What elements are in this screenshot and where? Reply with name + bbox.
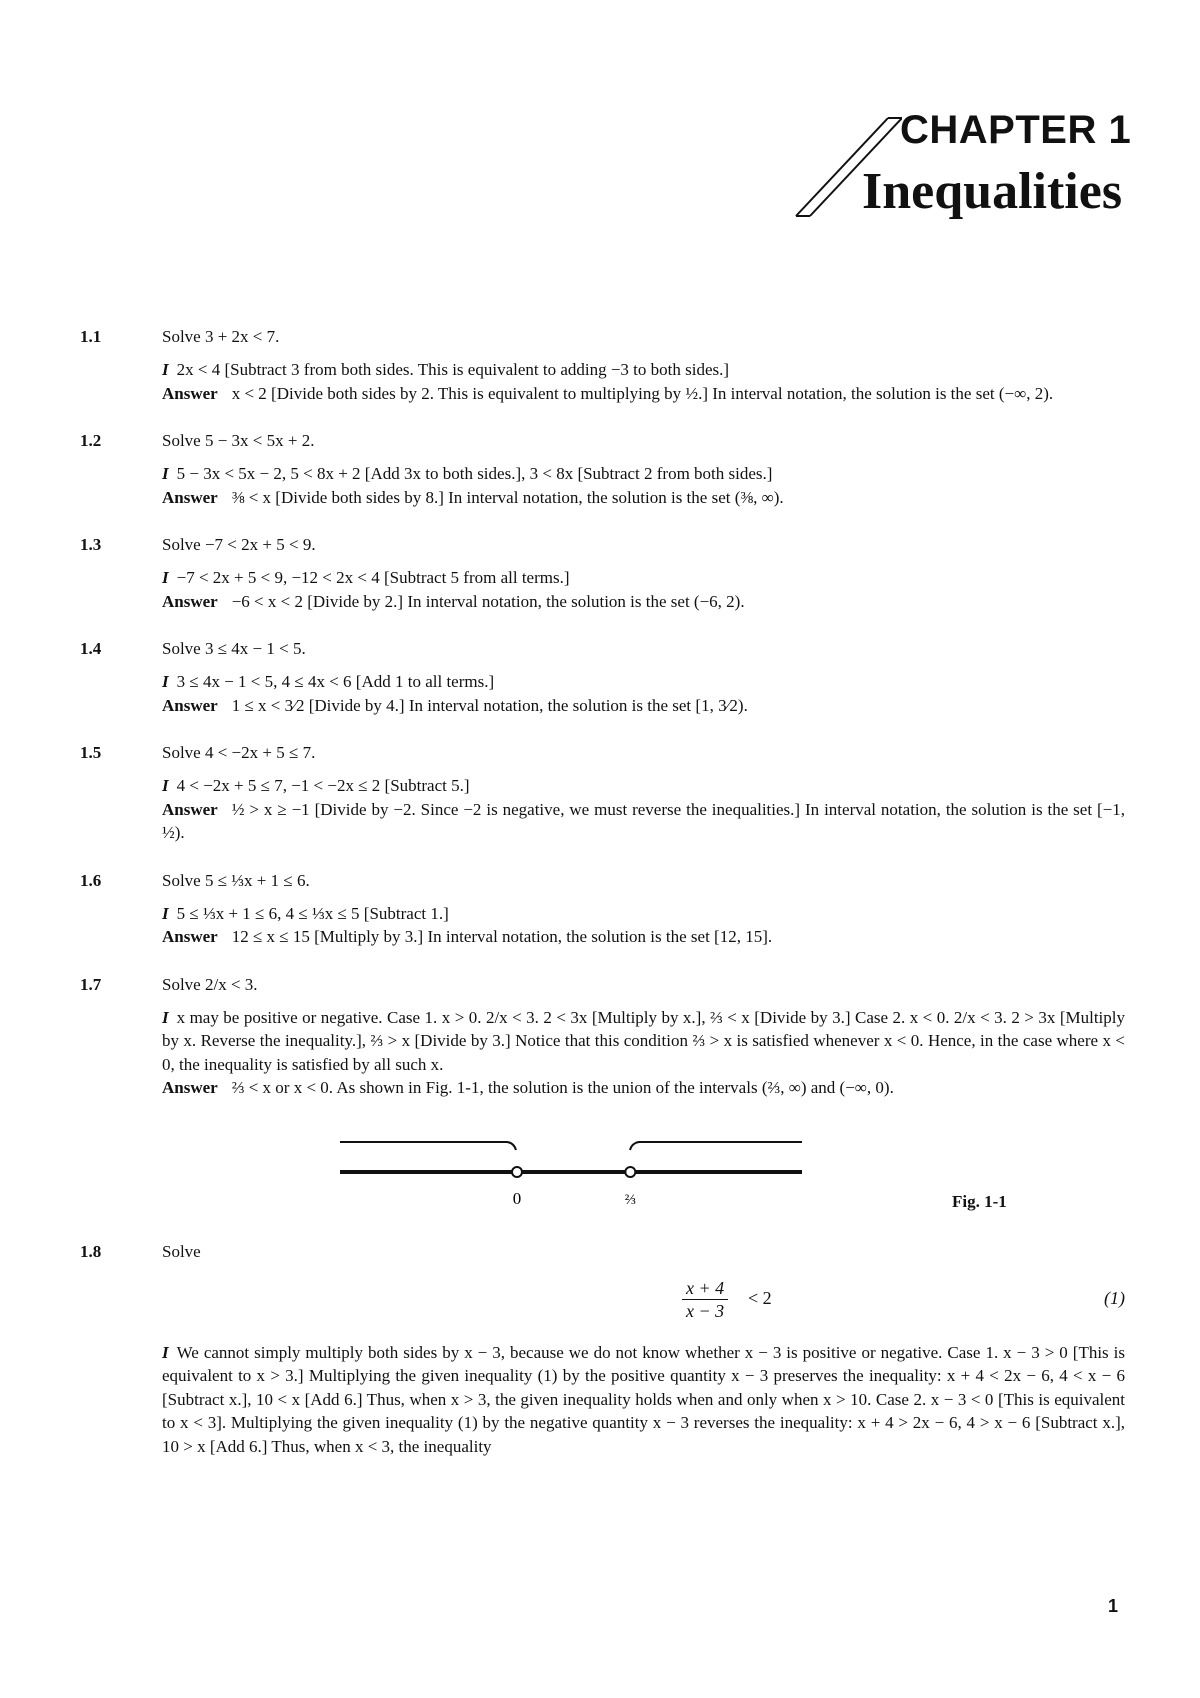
chapter-title: Inequalities	[862, 163, 1123, 220]
answer-label: Answer	[162, 383, 218, 403]
problem-statement: Solve	[162, 1241, 201, 1261]
solution-mark-icon: I	[162, 568, 169, 587]
problem-number: 1.1	[80, 327, 102, 346]
number-line-diagram	[162, 1106, 1062, 1216]
tick-label-two-thirds: ⅔	[624, 1191, 636, 1208]
fraction-denominator: x − 3	[686, 1300, 725, 1321]
problem-list	[80, 325, 1125, 1482]
problem-answer	[162, 1076, 1125, 1100]
answer-text: ⅔ < x or x < 0. As shown in Fig. 1-1, the solution is the union of the intervals (⅔, ∞) and (−∞, 0).	[231, 1078, 894, 1097]
problem-1-7	[80, 973, 1125, 1216]
answer-text: ⅜ < x [Divide both sides by 8.] In interval notation, the solution is the set (⅜, ∞).	[231, 487, 784, 507]
solution-text: −7 < 2x + 5 < 9, −12 < 2x < 4 [Subtract 5 from all terms.]	[176, 568, 570, 587]
answer-label: Answer	[162, 1078, 218, 1097]
chapter-label: CHAPTER 1	[900, 108, 1132, 152]
problem-solution	[162, 670, 1125, 694]
solution-text: x may be positive or negative. Case 1. x > 0. 2/x < 3. 2 < 3x [Multiply by x.], ⅔ < x [Divide by 3.] Case 2. x < 0. 2/x < 3. 2 > 3x [Multiply by x. Reverse the inequality.], ⅔ > x [Divide by 3.] Notice that this condition ⅔ > x is satisfied whenever x < 0. Hence, in the case where x < 0, the inequality is satisfied by all such x.	[162, 1007, 1125, 1074]
answer-text: ½ > x ≥ −1 [Divide by −2. Since −2 is negative, we must reverse the inequalities.] In interval notation, the solution is the set [−1, ½).	[162, 799, 1125, 842]
problem-answer	[162, 486, 1125, 510]
problem-solution	[162, 566, 1125, 590]
answer-text: 1 ≤ x < 3⁄2 [Divide by 4.] In interval notation, the solution is the set [1, 3⁄2).	[231, 695, 748, 715]
problem-solution	[162, 358, 1125, 382]
answer-label: Answer	[162, 695, 218, 715]
chapter-heading	[790, 100, 1130, 230]
problem-1-6	[80, 869, 1125, 949]
solution-text: 5 − 3x < 5x − 2, 5 < 8x + 2 [Add 3x to both sides.], 3 < 8x [Subtract 2 from both sides.]	[176, 464, 773, 483]
problem-1-5	[80, 741, 1125, 845]
problem-statement: Solve 3 + 2x < 7.	[162, 327, 280, 346]
problem-answer	[162, 798, 1125, 845]
problem-1-3	[80, 533, 1125, 613]
solution-mark-icon: I	[162, 464, 169, 483]
answer-text: x < 2 [Divide both sides by 2. This is equivalent to multiplying by ½.] In interval notation, the solution is the set (−∞, 2).	[231, 383, 1054, 403]
problem-number: 1.2	[80, 431, 102, 450]
solution-mark-icon: I	[162, 1007, 169, 1027]
problem-solution	[162, 1341, 1125, 1459]
problem-number: 1.8	[80, 1241, 102, 1261]
problem-solution	[162, 462, 1125, 486]
equation-number: (1)	[1104, 1287, 1125, 1308]
fraction	[682, 1277, 728, 1322]
inequality-relation: < 2	[748, 1287, 772, 1308]
answer-label: Answer	[162, 799, 218, 819]
solution-mark-icon: I	[162, 360, 169, 379]
problem-solution	[162, 774, 1125, 798]
solution-mark-icon: I	[162, 903, 169, 923]
tick-label-zero: 0	[512, 1188, 522, 1208]
problem-solution	[162, 902, 1125, 926]
problem-answer	[162, 382, 1125, 406]
answer-label: Answer	[162, 487, 218, 507]
figure-1-1	[162, 1106, 1125, 1216]
solution-text: 5 ≤ ⅓x + 1 ≤ 6, 4 ≤ ⅓x ≤ 5 [Subtract 1.]	[176, 903, 449, 923]
solution-mark-icon: I	[162, 672, 169, 691]
display-inequality	[162, 1273, 1125, 1331]
solution-interval-negative	[340, 1142, 516, 1150]
solution-text: 2x < 4 [Subtract 3 from both sides. This is equivalent to adding −3 to both sides.]	[176, 360, 730, 379]
problem-solution	[162, 1006, 1125, 1077]
problem-answer	[162, 590, 1125, 614]
answer-text: 12 ≤ x ≤ 15 [Multiply by 3.] In interval notation, the solution is the set [12, 15].	[231, 927, 773, 946]
open-point-two-thirds	[625, 1167, 635, 1177]
problem-number: 1.4	[80, 639, 102, 658]
problem-1-1	[80, 325, 1125, 405]
solution-mark-icon: I	[162, 776, 169, 795]
problem-number: 1.3	[80, 535, 102, 554]
problem-answer	[162, 694, 1125, 718]
problem-number: 1.5	[80, 743, 102, 762]
solution-text: We cannot simply multiply both sides by x − 3, because we do not know whether x − 3 is positive or negative. Case 1. x − 3 > 0 [This is equivalent to x > 3.] Multiplying the given inequality (1) by the positive quantity x − 3 preserves the inequality: x + 4 < 2x − 6, 4 < x − 6 [Subtract x.], 10 < x [Add 6.] Thus, when x > 3, the given inequality holds when and only when x > 10. Case 2. x − 3 < 0 [This is equivalent to x < 3]. Multiplying the given inequality (1) by the negative quantity x − 3 reverses the inequality: x + 4 > 2x − 6, 4 > x − 6 [Subtract x.], 10 > x [Add 6.] Thus, when x < 3, the inequality	[162, 1342, 1125, 1456]
problem-statement: Solve 3 ≤ 4x − 1 < 5.	[162, 639, 306, 658]
problem-number: 1.6	[80, 870, 102, 890]
problem-1-4	[80, 637, 1125, 717]
page-number: 1	[1108, 1596, 1119, 1616]
problem-number: 1.7	[80, 974, 102, 994]
figure-caption: Fig. 1-1	[952, 1191, 1007, 1211]
solution-text: 3 ≤ 4x − 1 < 5, 4 ≤ 4x < 6 [Add 1 to all terms.]	[176, 672, 495, 691]
problem-answer	[162, 925, 1125, 949]
solution-mark-icon: I	[162, 1342, 169, 1362]
problem-statement: Solve −7 < 2x + 5 < 9.	[162, 535, 316, 554]
solution-text: 4 < −2x + 5 ≤ 7, −1 < −2x ≤ 2 [Subtract 5.]	[176, 776, 470, 795]
solution-interval-positive	[630, 1142, 802, 1150]
problem-1-2	[80, 429, 1125, 509]
answer-label: Answer	[162, 927, 218, 946]
problem-statement: Solve 4 < −2x + 5 ≤ 7.	[162, 743, 316, 762]
answer-label: Answer	[162, 591, 218, 611]
problem-statement: Solve 5 − 3x < 5x + 2.	[162, 431, 315, 450]
answer-text: −6 < x < 2 [Divide by 2.] In interval notation, the solution is the set (−6, 2).	[231, 591, 745, 611]
open-point-zero	[512, 1167, 522, 1177]
problem-1-8	[80, 1240, 1125, 1459]
fraction-numerator: x + 4	[682, 1277, 728, 1300]
problem-statement: Solve 5 ≤ ⅓x + 1 ≤ 6.	[162, 870, 310, 890]
problem-statement: Solve 2/x < 3.	[162, 974, 258, 994]
